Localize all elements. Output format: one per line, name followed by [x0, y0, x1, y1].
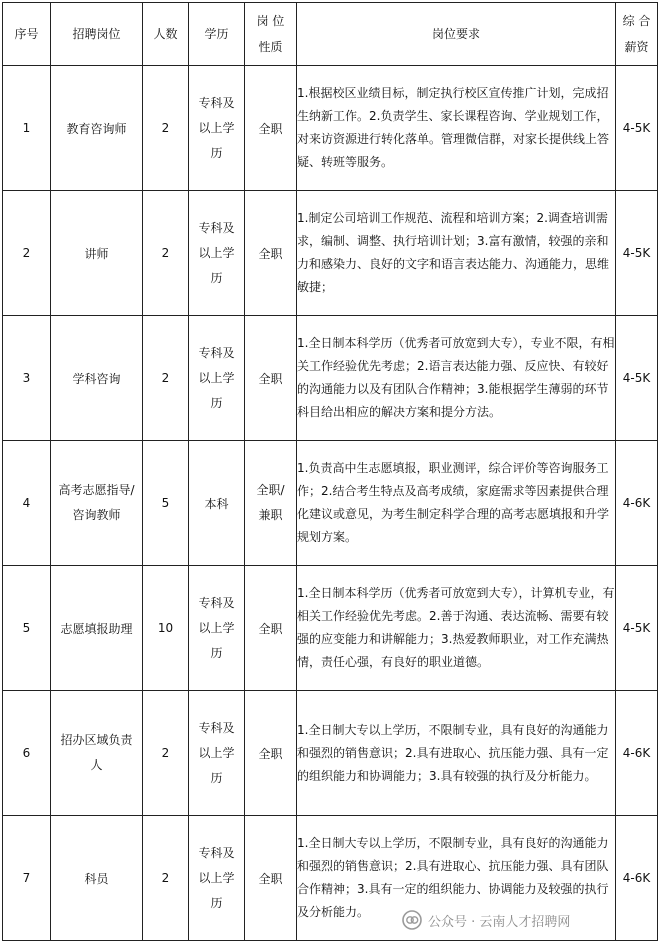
row-count: 2	[143, 66, 189, 191]
row-nature: 全职	[245, 816, 297, 941]
row-nature: 全职/ 兼职	[245, 441, 297, 566]
row-position: 科员	[51, 816, 143, 941]
row-no: 3	[3, 316, 51, 441]
row-salary: 4-5K	[616, 191, 658, 316]
row-count: 10	[143, 566, 189, 691]
watermark	[398, 906, 574, 934]
row-requirements: 1.全日制大专以上学历，不限制专业，具有良好的沟通能力和强烈的销售意识；2.具有进取心、抗压能力强、具有团队合作精神；3.具有一定的组织能力、协调能力及较强的执行及分析能力。	[297, 816, 616, 941]
header-education: 学历	[189, 3, 245, 66]
row-no: 2	[3, 191, 51, 316]
row-requirements: 1.全日制大专以上学历，不限制专业，具有良好的沟通能力和强烈的销售意识；2.具有进取心、抗压能力强、具有一定的组织能力和协调能力；3.具有较强的执行及分析能力。	[297, 691, 616, 816]
row-education: 本科	[189, 441, 245, 566]
row-salary: 4-6K	[616, 691, 658, 816]
row-requirements: 1.全日制本科学历（优秀者可放宽到大专），专业不限，有相关工作经验优先考虑；2.语言表达能力强、反应快、有较好的沟通能力以及有团队合作精神；3.能根据学生薄弱的环节科目给出相应的解决方案和提分方法。	[297, 316, 616, 441]
row-count: 2	[143, 816, 189, 941]
row-nature: 全职	[245, 691, 297, 816]
row-requirements: 1.全日制本科学历（优秀者可放宽到大专），计算机专业，有相关工作经验优先考虑。2.善于沟通、表达流畅、需要有较强的应变能力和讲解能力；3.热爱教师职业，对工作充满热情，责任心强，有良好的职业道德。	[297, 566, 616, 691]
header-count: 人数	[143, 3, 189, 66]
header-no: 序号	[3, 3, 51, 66]
row-position: 讲师	[51, 191, 143, 316]
row-nature: 全职	[245, 566, 297, 691]
row-nature: 全职	[245, 191, 297, 316]
row-count: 2	[143, 316, 189, 441]
row-education: 专科及 以上学 历	[189, 691, 245, 816]
row-salary: 4-5K	[616, 566, 658, 691]
row-position: 教育咨询师	[51, 66, 143, 191]
table-row	[3, 566, 658, 691]
row-requirements: 1.负责高中生志愿填报，职业测评，综合评价等咨询服务工作；2.结合考生特点及高考成绩，家庭需求等因素提供合理化建议或意见，为考生制定科学合理的高考志愿填报和升学规划方案。	[297, 441, 616, 566]
row-count: 2	[143, 191, 189, 316]
row-position: 招办区域负责 人	[51, 691, 143, 816]
row-no: 7	[3, 816, 51, 941]
row-requirements: 1.根据校区业绩目标，制定执行校区宣传推广计划，完成招生纳新工作。2.负责学生、家长课程咨询、学业规划工作，对来访资源进行转化落单。管理微信群，对家长提供线上答疑、转班等服务。	[297, 66, 616, 191]
row-count: 5	[143, 441, 189, 566]
table-row	[3, 191, 658, 316]
header-nature: 岗 位 性质	[245, 3, 297, 66]
table-row	[3, 691, 658, 816]
row-no: 1	[3, 66, 51, 191]
row-position: 志愿填报助理	[51, 566, 143, 691]
header-salary: 综 合 薪资	[616, 3, 658, 66]
header-row	[3, 3, 658, 66]
row-nature: 全职	[245, 66, 297, 191]
row-education: 专科及 以上学 历	[189, 316, 245, 441]
table-row	[3, 441, 658, 566]
row-nature: 全职	[245, 316, 297, 441]
header-position: 招聘岗位	[51, 3, 143, 66]
row-no: 5	[3, 566, 51, 691]
row-education: 专科及 以上学 历	[189, 816, 245, 941]
row-education: 专科及 以上学 历	[189, 191, 245, 316]
row-education: 专科及 以上学 历	[189, 66, 245, 191]
row-no: 4	[3, 441, 51, 566]
row-count: 2	[143, 691, 189, 816]
table-row	[3, 66, 658, 191]
row-salary: 4-5K	[616, 66, 658, 191]
row-salary: 4-6K	[616, 441, 658, 566]
row-position: 学科咨询	[51, 316, 143, 441]
row-no: 6	[3, 691, 51, 816]
table-row	[3, 316, 658, 441]
row-salary: 4-5K	[616, 316, 658, 441]
row-salary: 4-6K	[616, 816, 658, 941]
row-education: 专科及 以上学 历	[189, 566, 245, 691]
wechat-official-account-icon	[402, 910, 422, 930]
recruitment-table	[2, 2, 658, 941]
row-requirements: 1.制定公司培训工作规范、流程和培训方案；2.调查培训需求，编制、调整、执行培训计划；3.富有激情，较强的亲和力和感染力、良好的文字和语言表达能力、沟通能力，思维敏捷；	[297, 191, 616, 316]
header-requirements: 岗位要求	[297, 3, 616, 66]
watermark-text: 公众号 · 云南人才招聘网	[428, 914, 571, 930]
row-position: 高考志愿指导/ 咨询教师	[51, 441, 143, 566]
